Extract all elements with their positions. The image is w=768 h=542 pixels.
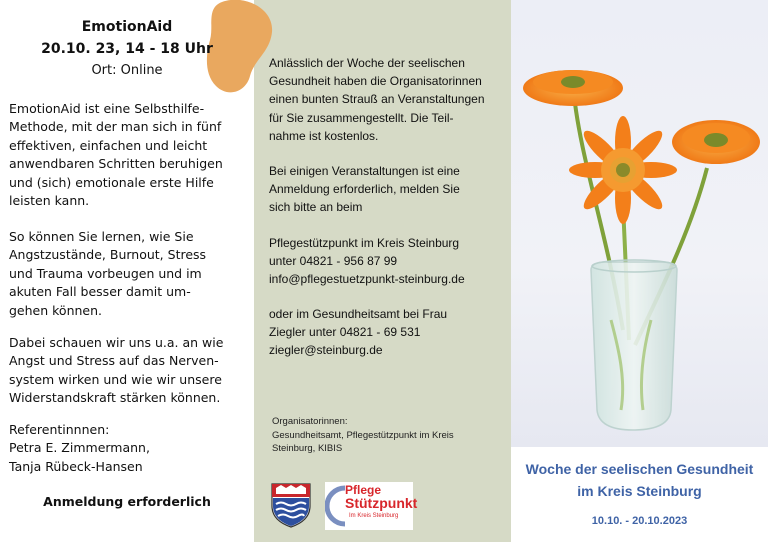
event-benefits: So können Sie lernen, wie Sie Angstzustände, Burnout, Stress und Trauma vorbeugen und im akuten Fall besser damit um- gehen können. xyxy=(9,229,207,318)
event-content: Dabei schauen wir uns u.a. an wie Angst und Stress auf das Nerven- system wirken und wie wir unsere Widerstandskraft stärken können. xyxy=(9,335,224,406)
pflegestuetzpunkt-logo xyxy=(325,482,418,530)
campaign-title: Woche der seelischen Gesundheit im Kreis Steinburg xyxy=(525,461,754,499)
logo-text-pflege: Pflege xyxy=(345,483,382,497)
logo-text-stuetzpunkt: Stützpunkt xyxy=(345,495,418,511)
campaign-dates: 10.10. - 20.10.2023 xyxy=(591,515,688,527)
event-title: EmotionAid xyxy=(81,19,173,35)
info-registration: Bei einigen Veranstaltungen ist eine Anmeldung erforderlich, melden Sie sich bitte an beim xyxy=(269,164,460,215)
event-place: Ort: Online xyxy=(91,63,163,78)
contact-pflegestuetzpunkt: Pflegestützpunkt im Kreis Steinburg unter 04821 - 956 87 99 info@pflegestuetzpunkt-steinburg.de xyxy=(269,236,465,287)
event-description: EmotionAid ist eine Selbsthilfe- Methode, mit der man sich in fünf effektiven, einfachen und leicht anwendbaren Schritten beruhigen und (sich) emotionale erste Hilfe leisten kann. xyxy=(9,101,223,209)
event-date: 20.10. 23, 14 - 18 Uhr xyxy=(41,41,213,57)
logo-text-region: Im Kreis Steinburg xyxy=(349,513,399,519)
logo-arc-icon xyxy=(325,484,347,528)
organizers: Organisatorinnen: Gesundheitsamt, Pflegestützpunkt im Kreis Steinburg, KIBIS xyxy=(272,416,454,454)
contact-gesundheitsamt: oder im Gesundheitsamt bei Frau Ziegler unter 04821 - 69 531 ziegler@steinburg.de xyxy=(269,307,448,358)
flower-photo xyxy=(511,0,768,447)
coat-of-arms-logo xyxy=(268,482,314,528)
registration-note: Anmeldung erforderlich xyxy=(43,494,211,509)
info-intro: Anlässlich der Woche der seelischen Gesundheit haben die Organisatorinnen einen bunten Strauß an Veranstaltungen für Sie zusammengestellt. Die Teil- nahme ist kostenlos. xyxy=(269,56,485,143)
event-speakers: Referentinnnen: Petra E. Zimmermann, Tanja Rübeck-Hansen xyxy=(9,422,150,474)
